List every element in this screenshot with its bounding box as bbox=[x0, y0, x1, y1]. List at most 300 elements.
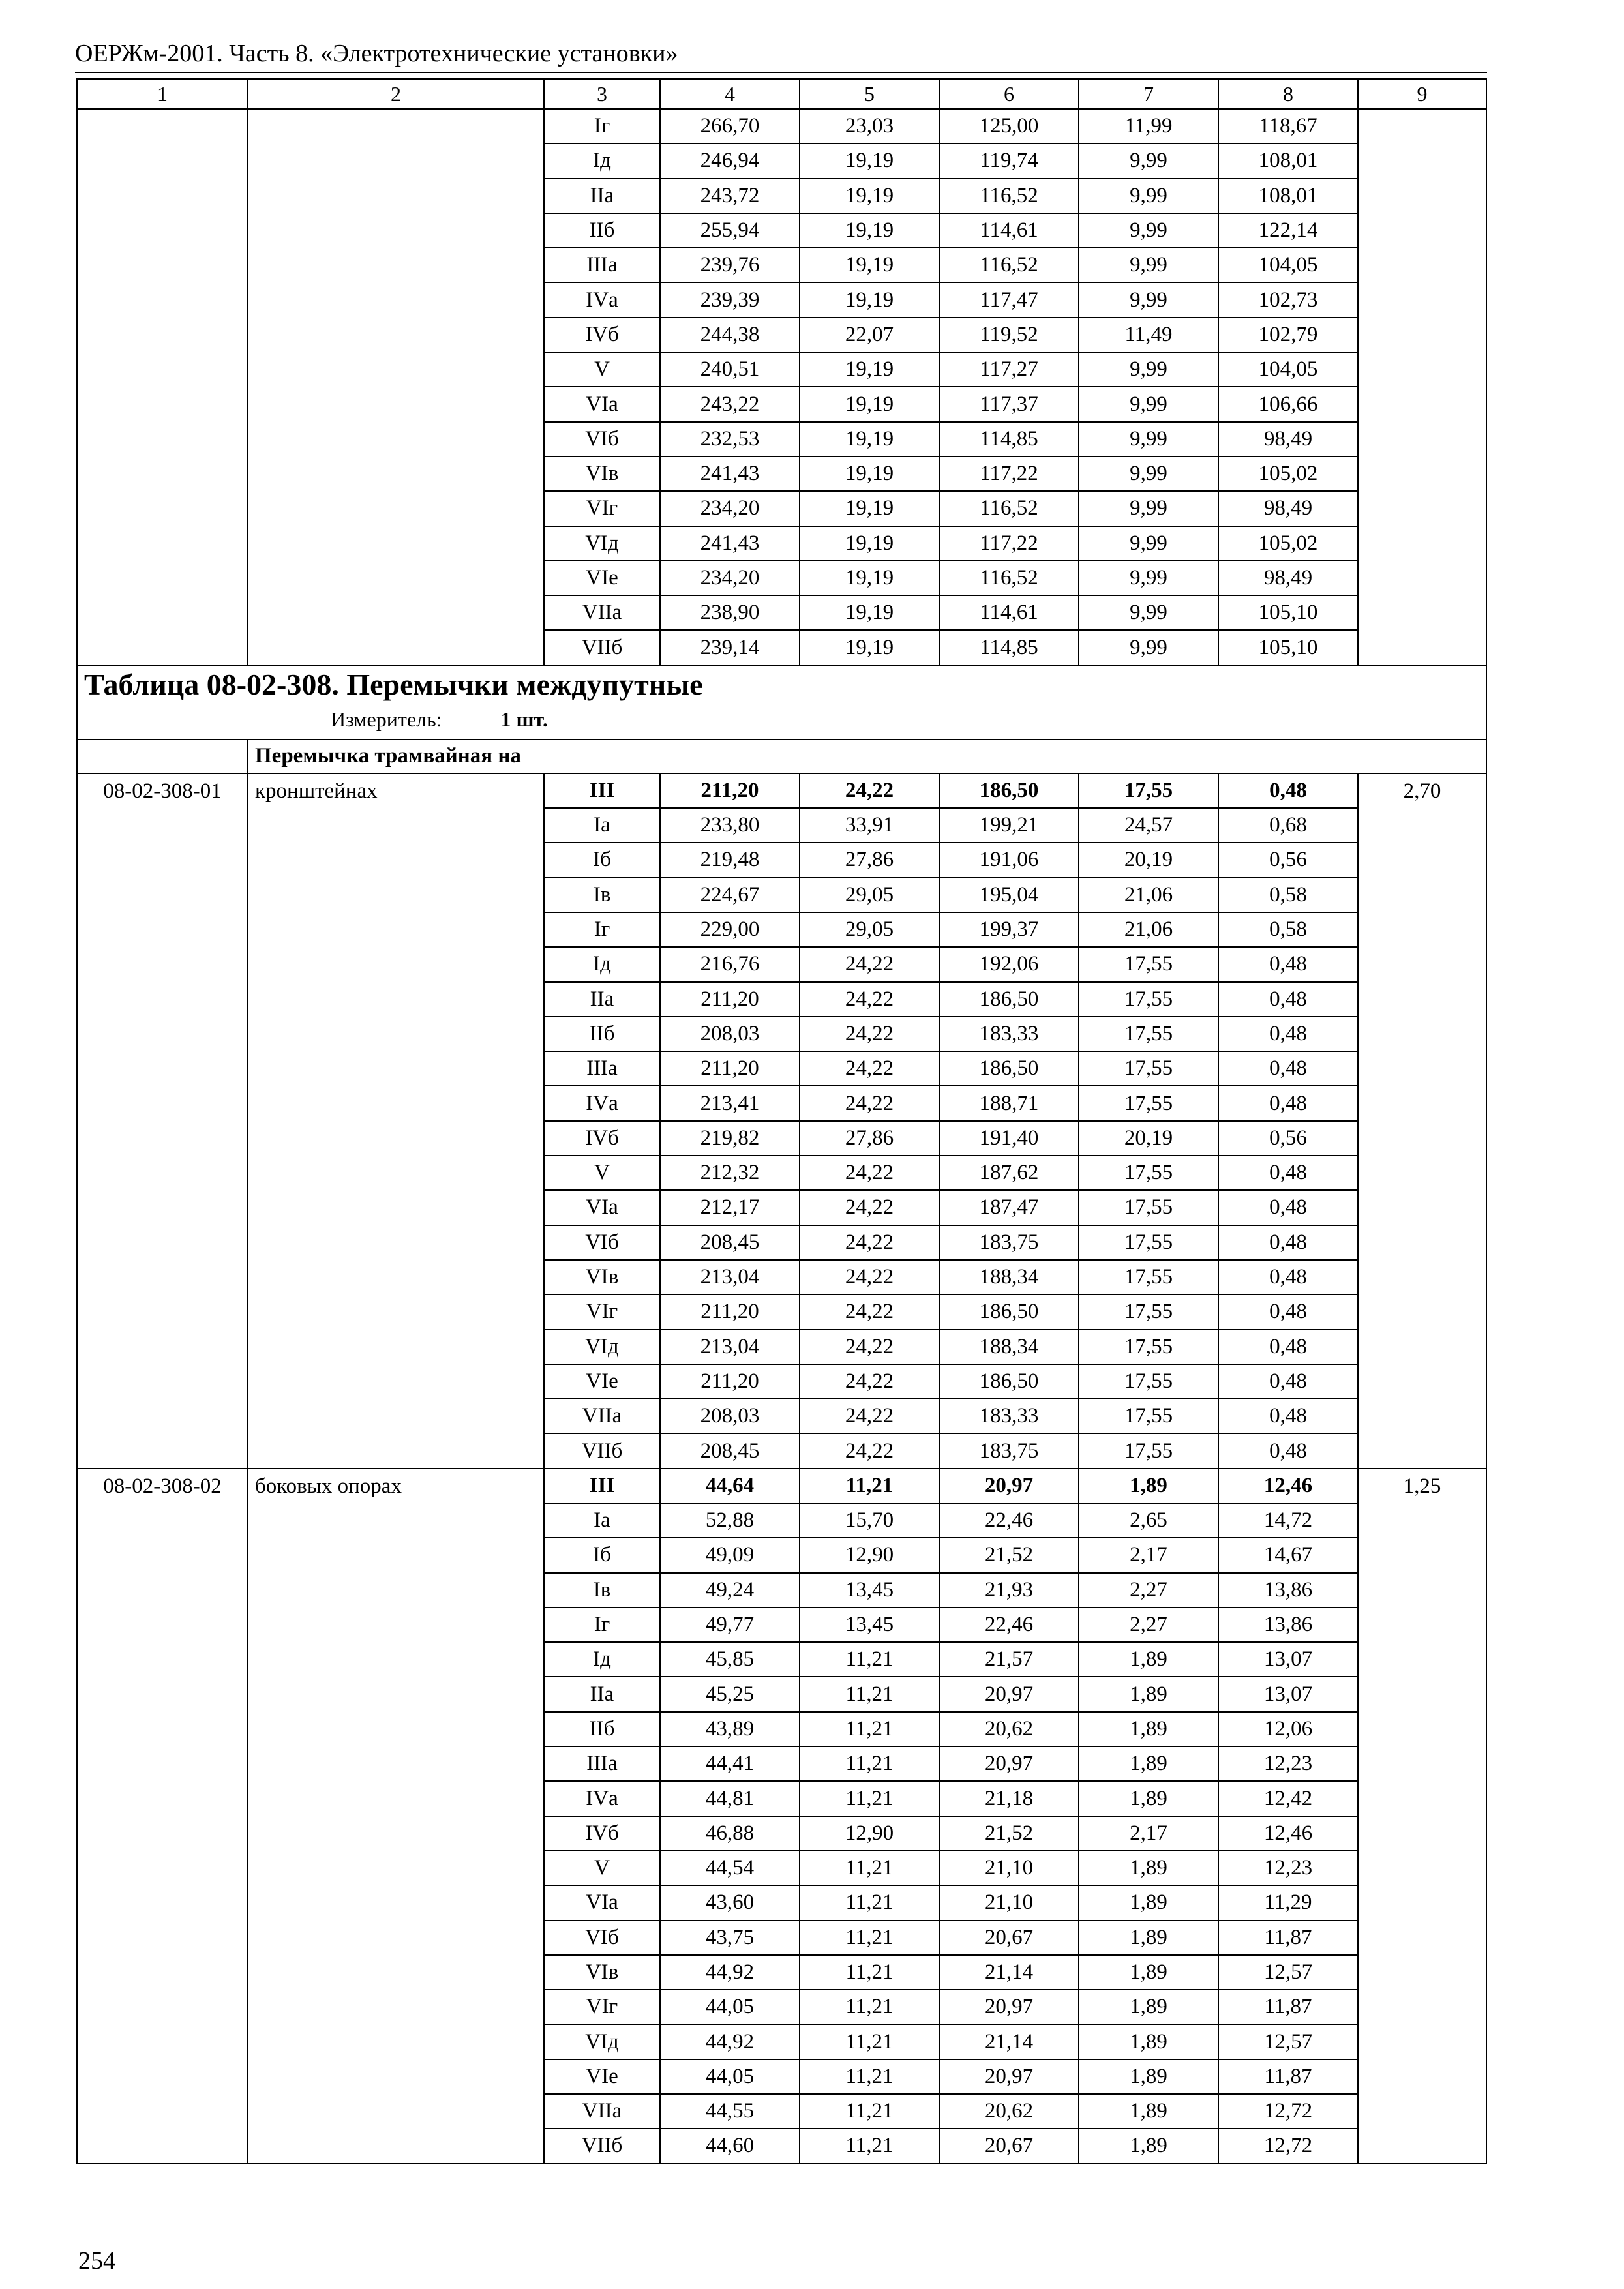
measurer-unit: 1 шт. bbox=[500, 707, 548, 731]
value-cell: 11,29 bbox=[1218, 1885, 1358, 1920]
value-cell: 20,97 bbox=[939, 1746, 1079, 1781]
name-cell bbox=[248, 109, 544, 665]
page-number: 254 bbox=[78, 2247, 115, 2275]
value-cell: 1,89 bbox=[1079, 1990, 1218, 2024]
value-cell: 0,48 bbox=[1218, 1433, 1358, 1468]
value-cell: 9,99 bbox=[1079, 456, 1218, 491]
zone-cell: VIд bbox=[544, 1330, 660, 1364]
value-cell: 1,89 bbox=[1079, 2094, 1218, 2129]
value-cell: 11,21 bbox=[800, 1921, 939, 1955]
zone-cell: VIIб bbox=[544, 1433, 660, 1468]
value-cell: 49,09 bbox=[660, 1538, 800, 1572]
value-cell: 0,56 bbox=[1218, 843, 1358, 877]
value-cell: 119,74 bbox=[939, 143, 1079, 178]
value-cell: 114,61 bbox=[939, 595, 1079, 630]
value-cell: 12,46 bbox=[1218, 1469, 1358, 1503]
value-cell: 11,21 bbox=[800, 1781, 939, 1816]
value-cell: 44,41 bbox=[660, 1746, 800, 1781]
value-cell: 21,14 bbox=[939, 1955, 1079, 1990]
zone-cell: VIг bbox=[544, 491, 660, 526]
value-cell: 0,48 bbox=[1218, 1364, 1358, 1399]
value-cell: 9,99 bbox=[1079, 179, 1218, 213]
value-cell: 9,99 bbox=[1079, 143, 1218, 178]
zone-cell: V bbox=[544, 1851, 660, 1885]
value-cell: 11,21 bbox=[800, 1990, 939, 2024]
value-cell: 240,51 bbox=[660, 352, 800, 387]
value-cell: 49,24 bbox=[660, 1573, 800, 1608]
column-number: 3 bbox=[544, 79, 660, 109]
value-cell: 2,65 bbox=[1079, 1503, 1218, 1538]
value-cell: 23,03 bbox=[800, 109, 939, 143]
zone-cell: VIе bbox=[544, 1364, 660, 1399]
zone-cell: IIб bbox=[544, 1017, 660, 1051]
value-cell: 24,22 bbox=[800, 1294, 939, 1329]
value-cell: 233,80 bbox=[660, 808, 800, 843]
value-cell: 13,86 bbox=[1218, 1573, 1358, 1608]
extra-cell bbox=[1358, 109, 1486, 665]
value-cell: 105,10 bbox=[1218, 630, 1358, 665]
value-cell: 21,10 bbox=[939, 1885, 1079, 1920]
value-cell: 19,19 bbox=[800, 248, 939, 282]
value-cell: 20,67 bbox=[939, 2129, 1079, 2163]
value-cell: 117,47 bbox=[939, 282, 1079, 317]
value-cell: 243,72 bbox=[660, 179, 800, 213]
value-cell: 213,41 bbox=[660, 1086, 800, 1120]
value-cell: 211,20 bbox=[660, 982, 800, 1017]
value-cell: 21,93 bbox=[939, 1573, 1079, 1608]
value-cell: 20,97 bbox=[939, 1677, 1079, 1711]
value-cell: 21,57 bbox=[939, 1642, 1079, 1677]
value-cell: 20,67 bbox=[939, 1921, 1079, 1955]
value-cell: 11,99 bbox=[1079, 109, 1218, 143]
value-cell: 1,89 bbox=[1079, 1642, 1218, 1677]
value-cell: 232,53 bbox=[660, 422, 800, 456]
value-cell: 239,14 bbox=[660, 630, 800, 665]
value-cell: 43,60 bbox=[660, 1885, 800, 1920]
column-number: 5 bbox=[800, 79, 939, 109]
value-cell: 0,48 bbox=[1218, 1086, 1358, 1120]
value-cell: 234,20 bbox=[660, 561, 800, 595]
value-cell: 211,20 bbox=[660, 1294, 800, 1329]
value-cell: 19,19 bbox=[800, 143, 939, 178]
zone-cell: Iб bbox=[544, 843, 660, 877]
value-cell: 187,47 bbox=[939, 1190, 1079, 1225]
value-cell: 11,21 bbox=[800, 2024, 939, 2059]
subtitle-spacer bbox=[77, 740, 248, 773]
value-cell: 9,99 bbox=[1079, 352, 1218, 387]
value-cell: 106,66 bbox=[1218, 387, 1358, 421]
zone-cell: Iд bbox=[544, 1642, 660, 1677]
value-cell: 17,55 bbox=[1079, 982, 1218, 1017]
zone-cell: IIа bbox=[544, 179, 660, 213]
zone-cell: IVа bbox=[544, 1781, 660, 1816]
table-title-row bbox=[77, 665, 1486, 740]
extra-cell: 1,25 bbox=[1358, 1469, 1486, 2164]
zone-cell: VIг bbox=[544, 1294, 660, 1329]
value-cell: 29,05 bbox=[800, 878, 939, 912]
value-cell: 20,62 bbox=[939, 1712, 1079, 1746]
value-cell: 44,81 bbox=[660, 1781, 800, 1816]
value-cell: 21,18 bbox=[939, 1781, 1079, 1816]
value-cell: 21,06 bbox=[1079, 878, 1218, 912]
value-cell: 21,14 bbox=[939, 2024, 1079, 2059]
rates-table-body bbox=[77, 79, 1486, 2164]
value-cell: 0,48 bbox=[1218, 1190, 1358, 1225]
column-number: 7 bbox=[1079, 79, 1218, 109]
zone-cell: VIд bbox=[544, 526, 660, 561]
value-cell: 1,89 bbox=[1079, 1885, 1218, 1920]
value-cell: 11,87 bbox=[1218, 1990, 1358, 2024]
value-cell: 0,48 bbox=[1218, 1051, 1358, 1086]
value-cell: 49,77 bbox=[660, 1608, 800, 1642]
zone-cell: VIа bbox=[544, 1190, 660, 1225]
value-cell: 186,50 bbox=[939, 1051, 1079, 1086]
value-cell: 22,46 bbox=[939, 1503, 1079, 1538]
value-cell: 0,48 bbox=[1218, 1225, 1358, 1260]
value-cell: 183,33 bbox=[939, 1399, 1079, 1433]
code-cell: 08-02-308-01 bbox=[77, 773, 248, 1469]
value-cell: 45,25 bbox=[660, 1677, 800, 1711]
measurer-label: Измеритель: bbox=[331, 707, 442, 731]
value-cell: 11,21 bbox=[800, 1955, 939, 1990]
value-cell: 108,01 bbox=[1218, 179, 1358, 213]
zone-cell: VIIб bbox=[544, 2129, 660, 2163]
value-cell: 33,91 bbox=[800, 808, 939, 843]
value-cell: 183,75 bbox=[939, 1433, 1079, 1468]
value-cell: 199,21 bbox=[939, 808, 1079, 843]
zone-cell: VIб bbox=[544, 1921, 660, 1955]
value-cell: 19,19 bbox=[800, 282, 939, 317]
value-cell: 21,06 bbox=[1079, 912, 1218, 947]
value-cell: 24,22 bbox=[800, 1225, 939, 1260]
value-cell: 15,70 bbox=[800, 1503, 939, 1538]
value-cell: 243,22 bbox=[660, 387, 800, 421]
zone-cell: Iд bbox=[544, 143, 660, 178]
value-cell: 11,21 bbox=[800, 1885, 939, 1920]
zone-cell: VIе bbox=[544, 2059, 660, 2094]
value-cell: 9,99 bbox=[1079, 422, 1218, 456]
value-cell: 11,21 bbox=[800, 1851, 939, 1885]
value-cell: 9,99 bbox=[1079, 491, 1218, 526]
value-cell: 24,22 bbox=[800, 1330, 939, 1364]
value-cell: 183,75 bbox=[939, 1225, 1079, 1260]
value-cell: 116,52 bbox=[939, 491, 1079, 526]
value-cell: 24,22 bbox=[800, 1364, 939, 1399]
zone-cell: VIб bbox=[544, 1225, 660, 1260]
zone-cell: IIа bbox=[544, 1677, 660, 1711]
value-cell: 29,05 bbox=[800, 912, 939, 947]
value-cell: 208,03 bbox=[660, 1399, 800, 1433]
value-cell: 117,22 bbox=[939, 456, 1079, 491]
value-cell: 1,89 bbox=[1079, 1955, 1218, 1990]
value-cell: 13,07 bbox=[1218, 1642, 1358, 1677]
measurer bbox=[331, 709, 1482, 730]
value-cell: 119,52 bbox=[939, 318, 1079, 352]
value-cell: 13,07 bbox=[1218, 1677, 1358, 1711]
column-number: 4 bbox=[660, 79, 800, 109]
column-number: 8 bbox=[1218, 79, 1358, 109]
value-cell: 27,86 bbox=[800, 843, 939, 877]
value-cell: 114,61 bbox=[939, 213, 1079, 248]
value-cell: 11,21 bbox=[800, 1746, 939, 1781]
value-cell: 20,97 bbox=[939, 1990, 1079, 2024]
value-cell: 24,22 bbox=[800, 982, 939, 1017]
value-cell: 105,02 bbox=[1218, 526, 1358, 561]
zone-cell: III bbox=[544, 1469, 660, 1503]
value-cell: 52,88 bbox=[660, 1503, 800, 1538]
extra-cell: 2,70 bbox=[1358, 773, 1486, 1469]
value-cell: 213,04 bbox=[660, 1330, 800, 1364]
zone-cell: IIIа bbox=[544, 248, 660, 282]
value-cell: 117,27 bbox=[939, 352, 1079, 387]
value-cell: 9,99 bbox=[1079, 248, 1218, 282]
value-cell: 24,22 bbox=[800, 1086, 939, 1120]
zone-cell: VIв bbox=[544, 1955, 660, 1990]
value-cell: 21,52 bbox=[939, 1816, 1079, 1851]
code-cell bbox=[77, 109, 248, 665]
zone-cell: VIд bbox=[544, 2024, 660, 2059]
value-cell: 1,89 bbox=[1079, 2129, 1218, 2163]
value-cell: 1,89 bbox=[1079, 1677, 1218, 1711]
zone-cell: VIв bbox=[544, 456, 660, 491]
value-cell: 44,92 bbox=[660, 1955, 800, 1990]
value-cell: 187,62 bbox=[939, 1156, 1079, 1190]
column-number: 9 bbox=[1358, 79, 1486, 109]
value-cell: 212,17 bbox=[660, 1190, 800, 1225]
value-cell: 186,50 bbox=[939, 773, 1079, 808]
column-number: 2 bbox=[248, 79, 544, 109]
value-cell: 0,48 bbox=[1218, 1294, 1358, 1329]
value-cell: 20,62 bbox=[939, 2094, 1079, 2129]
value-cell: 19,19 bbox=[800, 491, 939, 526]
value-cell: 122,14 bbox=[1218, 213, 1358, 248]
value-cell: 0,56 bbox=[1218, 1121, 1358, 1156]
value-cell: 17,55 bbox=[1079, 1433, 1218, 1468]
value-cell: 104,05 bbox=[1218, 248, 1358, 282]
value-cell: 116,52 bbox=[939, 248, 1079, 282]
zone-cell: IIа bbox=[544, 982, 660, 1017]
table-row bbox=[77, 1469, 1486, 1503]
value-cell: 9,99 bbox=[1079, 213, 1218, 248]
value-cell: 17,55 bbox=[1079, 947, 1218, 981]
value-cell: 12,42 bbox=[1218, 1781, 1358, 1816]
value-cell: 0,48 bbox=[1218, 1260, 1358, 1294]
value-cell: 1,89 bbox=[1079, 1781, 1218, 1816]
value-cell: 44,92 bbox=[660, 2024, 800, 2059]
value-cell: 0,58 bbox=[1218, 878, 1358, 912]
zone-cell: VIа bbox=[544, 387, 660, 421]
value-cell: 234,20 bbox=[660, 491, 800, 526]
value-cell: 12,90 bbox=[800, 1816, 939, 1851]
rates-table bbox=[76, 78, 1487, 2164]
value-cell: 43,89 bbox=[660, 1712, 800, 1746]
value-cell: 9,99 bbox=[1079, 595, 1218, 630]
value-cell: 13,45 bbox=[800, 1608, 939, 1642]
value-cell: 211,20 bbox=[660, 1364, 800, 1399]
value-cell: 11,21 bbox=[800, 2094, 939, 2129]
value-cell: 11,21 bbox=[800, 2129, 939, 2163]
value-cell: 9,99 bbox=[1079, 630, 1218, 665]
zone-cell: IVа bbox=[544, 282, 660, 317]
zone-cell: Iа bbox=[544, 1503, 660, 1538]
zone-cell: IVб bbox=[544, 1816, 660, 1851]
value-cell: 24,22 bbox=[800, 1260, 939, 1294]
value-cell: 208,03 bbox=[660, 1017, 800, 1051]
value-cell: 108,01 bbox=[1218, 143, 1358, 178]
value-cell: 19,19 bbox=[800, 630, 939, 665]
value-cell: 199,37 bbox=[939, 912, 1079, 947]
value-cell: 17,55 bbox=[1079, 773, 1218, 808]
value-cell: 117,22 bbox=[939, 526, 1079, 561]
value-cell: 2,27 bbox=[1079, 1608, 1218, 1642]
value-cell: 22,07 bbox=[800, 318, 939, 352]
zone-cell: IIIа bbox=[544, 1746, 660, 1781]
zone-cell: IIIа bbox=[544, 1051, 660, 1086]
value-cell: 9,99 bbox=[1079, 387, 1218, 421]
value-cell: 24,22 bbox=[800, 1051, 939, 1086]
value-cell: 19,19 bbox=[800, 561, 939, 595]
value-cell: 20,97 bbox=[939, 2059, 1079, 2094]
value-cell: 116,52 bbox=[939, 561, 1079, 595]
value-cell: 238,90 bbox=[660, 595, 800, 630]
page-header-title: ОЕРЖм-2001. Часть 8. «Электротехнические установки» bbox=[75, 40, 678, 67]
value-cell: 191,06 bbox=[939, 843, 1079, 877]
value-cell: 19,19 bbox=[800, 179, 939, 213]
value-cell: 17,55 bbox=[1079, 1017, 1218, 1051]
value-cell: 17,55 bbox=[1079, 1156, 1218, 1190]
zone-cell: IIб bbox=[544, 1712, 660, 1746]
value-cell: 17,55 bbox=[1079, 1260, 1218, 1294]
zone-cell: V bbox=[544, 1156, 660, 1190]
value-cell: 255,94 bbox=[660, 213, 800, 248]
value-cell: 24,22 bbox=[800, 1399, 939, 1433]
value-cell: 2,17 bbox=[1079, 1538, 1218, 1572]
zone-cell: Iг bbox=[544, 912, 660, 947]
zone-cell: VIIб bbox=[544, 630, 660, 665]
value-cell: 11,21 bbox=[800, 1469, 939, 1503]
value-cell: 241,43 bbox=[660, 526, 800, 561]
value-cell: 191,40 bbox=[939, 1121, 1079, 1156]
value-cell: 0,48 bbox=[1218, 1017, 1358, 1051]
value-cell: 44,60 bbox=[660, 2129, 800, 2163]
value-cell: 43,75 bbox=[660, 1921, 800, 1955]
value-cell: 186,50 bbox=[939, 982, 1079, 1017]
zone-cell: IVа bbox=[544, 1086, 660, 1120]
column-number: 6 bbox=[939, 79, 1079, 109]
value-cell: 19,19 bbox=[800, 352, 939, 387]
value-cell: 229,00 bbox=[660, 912, 800, 947]
value-cell: 20,97 bbox=[939, 1469, 1079, 1503]
value-cell: 244,38 bbox=[660, 318, 800, 352]
header-rule bbox=[75, 72, 1487, 73]
value-cell: 44,05 bbox=[660, 1990, 800, 2024]
column-number-row bbox=[77, 79, 1486, 109]
value-cell: 213,04 bbox=[660, 1260, 800, 1294]
value-cell: 17,55 bbox=[1079, 1330, 1218, 1364]
zone-cell: Iд bbox=[544, 947, 660, 981]
value-cell: 17,55 bbox=[1079, 1294, 1218, 1329]
value-cell: 0,68 bbox=[1218, 808, 1358, 843]
value-cell: 44,55 bbox=[660, 2094, 800, 2129]
value-cell: 0,48 bbox=[1218, 947, 1358, 981]
zone-cell: Iа bbox=[544, 808, 660, 843]
value-cell: 188,34 bbox=[939, 1330, 1079, 1364]
value-cell: 24,22 bbox=[800, 947, 939, 981]
zone-cell: VIг bbox=[544, 1990, 660, 2024]
zone-cell: Iг bbox=[544, 1608, 660, 1642]
value-cell: 22,46 bbox=[939, 1608, 1079, 1642]
value-cell: 19,19 bbox=[800, 456, 939, 491]
zone-cell: VIа bbox=[544, 1885, 660, 1920]
zone-cell: VIб bbox=[544, 422, 660, 456]
value-cell: 9,99 bbox=[1079, 561, 1218, 595]
value-cell: 44,05 bbox=[660, 2059, 800, 2094]
value-cell: 19,19 bbox=[800, 526, 939, 561]
value-cell: 1,89 bbox=[1079, 1921, 1218, 1955]
value-cell: 219,82 bbox=[660, 1121, 800, 1156]
value-cell: 11,21 bbox=[800, 1642, 939, 1677]
zone-cell: IVб bbox=[544, 1121, 660, 1156]
value-cell: 102,79 bbox=[1218, 318, 1358, 352]
zone-cell: VIIа bbox=[544, 595, 660, 630]
value-cell: 211,20 bbox=[660, 1051, 800, 1086]
zone-cell: IIб bbox=[544, 213, 660, 248]
value-cell: 241,43 bbox=[660, 456, 800, 491]
value-cell: 2,17 bbox=[1079, 1816, 1218, 1851]
value-cell: 9,99 bbox=[1079, 282, 1218, 317]
table-title-cell bbox=[77, 665, 1486, 740]
value-cell: 208,45 bbox=[660, 1225, 800, 1260]
value-cell: 0,48 bbox=[1218, 982, 1358, 1017]
zone-cell: VIв bbox=[544, 1260, 660, 1294]
value-cell: 11,87 bbox=[1218, 1921, 1358, 1955]
value-cell: 20,19 bbox=[1079, 843, 1218, 877]
name-cell: боковых опорах bbox=[248, 1469, 544, 2164]
value-cell: 114,85 bbox=[939, 630, 1079, 665]
value-cell: 195,04 bbox=[939, 878, 1079, 912]
value-cell: 105,02 bbox=[1218, 456, 1358, 491]
value-cell: 186,50 bbox=[939, 1294, 1079, 1329]
value-cell: 224,67 bbox=[660, 878, 800, 912]
value-cell: 114,85 bbox=[939, 422, 1079, 456]
value-cell: 0,48 bbox=[1218, 773, 1358, 808]
value-cell: 12,06 bbox=[1218, 1712, 1358, 1746]
value-cell: 19,19 bbox=[800, 595, 939, 630]
value-cell: 102,73 bbox=[1218, 282, 1358, 317]
value-cell: 125,00 bbox=[939, 109, 1079, 143]
value-cell: 0,48 bbox=[1218, 1399, 1358, 1433]
value-cell: 11,21 bbox=[800, 2059, 939, 2094]
value-cell: 20,19 bbox=[1079, 1121, 1218, 1156]
zone-cell: Iв bbox=[544, 1573, 660, 1608]
zone-cell: VIе bbox=[544, 561, 660, 595]
zone-cell: V bbox=[544, 352, 660, 387]
value-cell: 266,70 bbox=[660, 109, 800, 143]
value-cell: 46,88 bbox=[660, 1816, 800, 1851]
table-row bbox=[77, 773, 1486, 808]
value-cell: 11,21 bbox=[800, 1677, 939, 1711]
value-cell: 0,58 bbox=[1218, 912, 1358, 947]
code-cell: 08-02-308-02 bbox=[77, 1469, 248, 2164]
value-cell: 12,90 bbox=[800, 1538, 939, 1572]
value-cell: 12,72 bbox=[1218, 2129, 1358, 2163]
value-cell: 2,27 bbox=[1079, 1573, 1218, 1608]
value-cell: 98,49 bbox=[1218, 422, 1358, 456]
table-row bbox=[77, 109, 1486, 143]
value-cell: 1,89 bbox=[1079, 1746, 1218, 1781]
value-cell: 1,89 bbox=[1079, 2024, 1218, 2059]
value-cell: 14,67 bbox=[1218, 1538, 1358, 1572]
